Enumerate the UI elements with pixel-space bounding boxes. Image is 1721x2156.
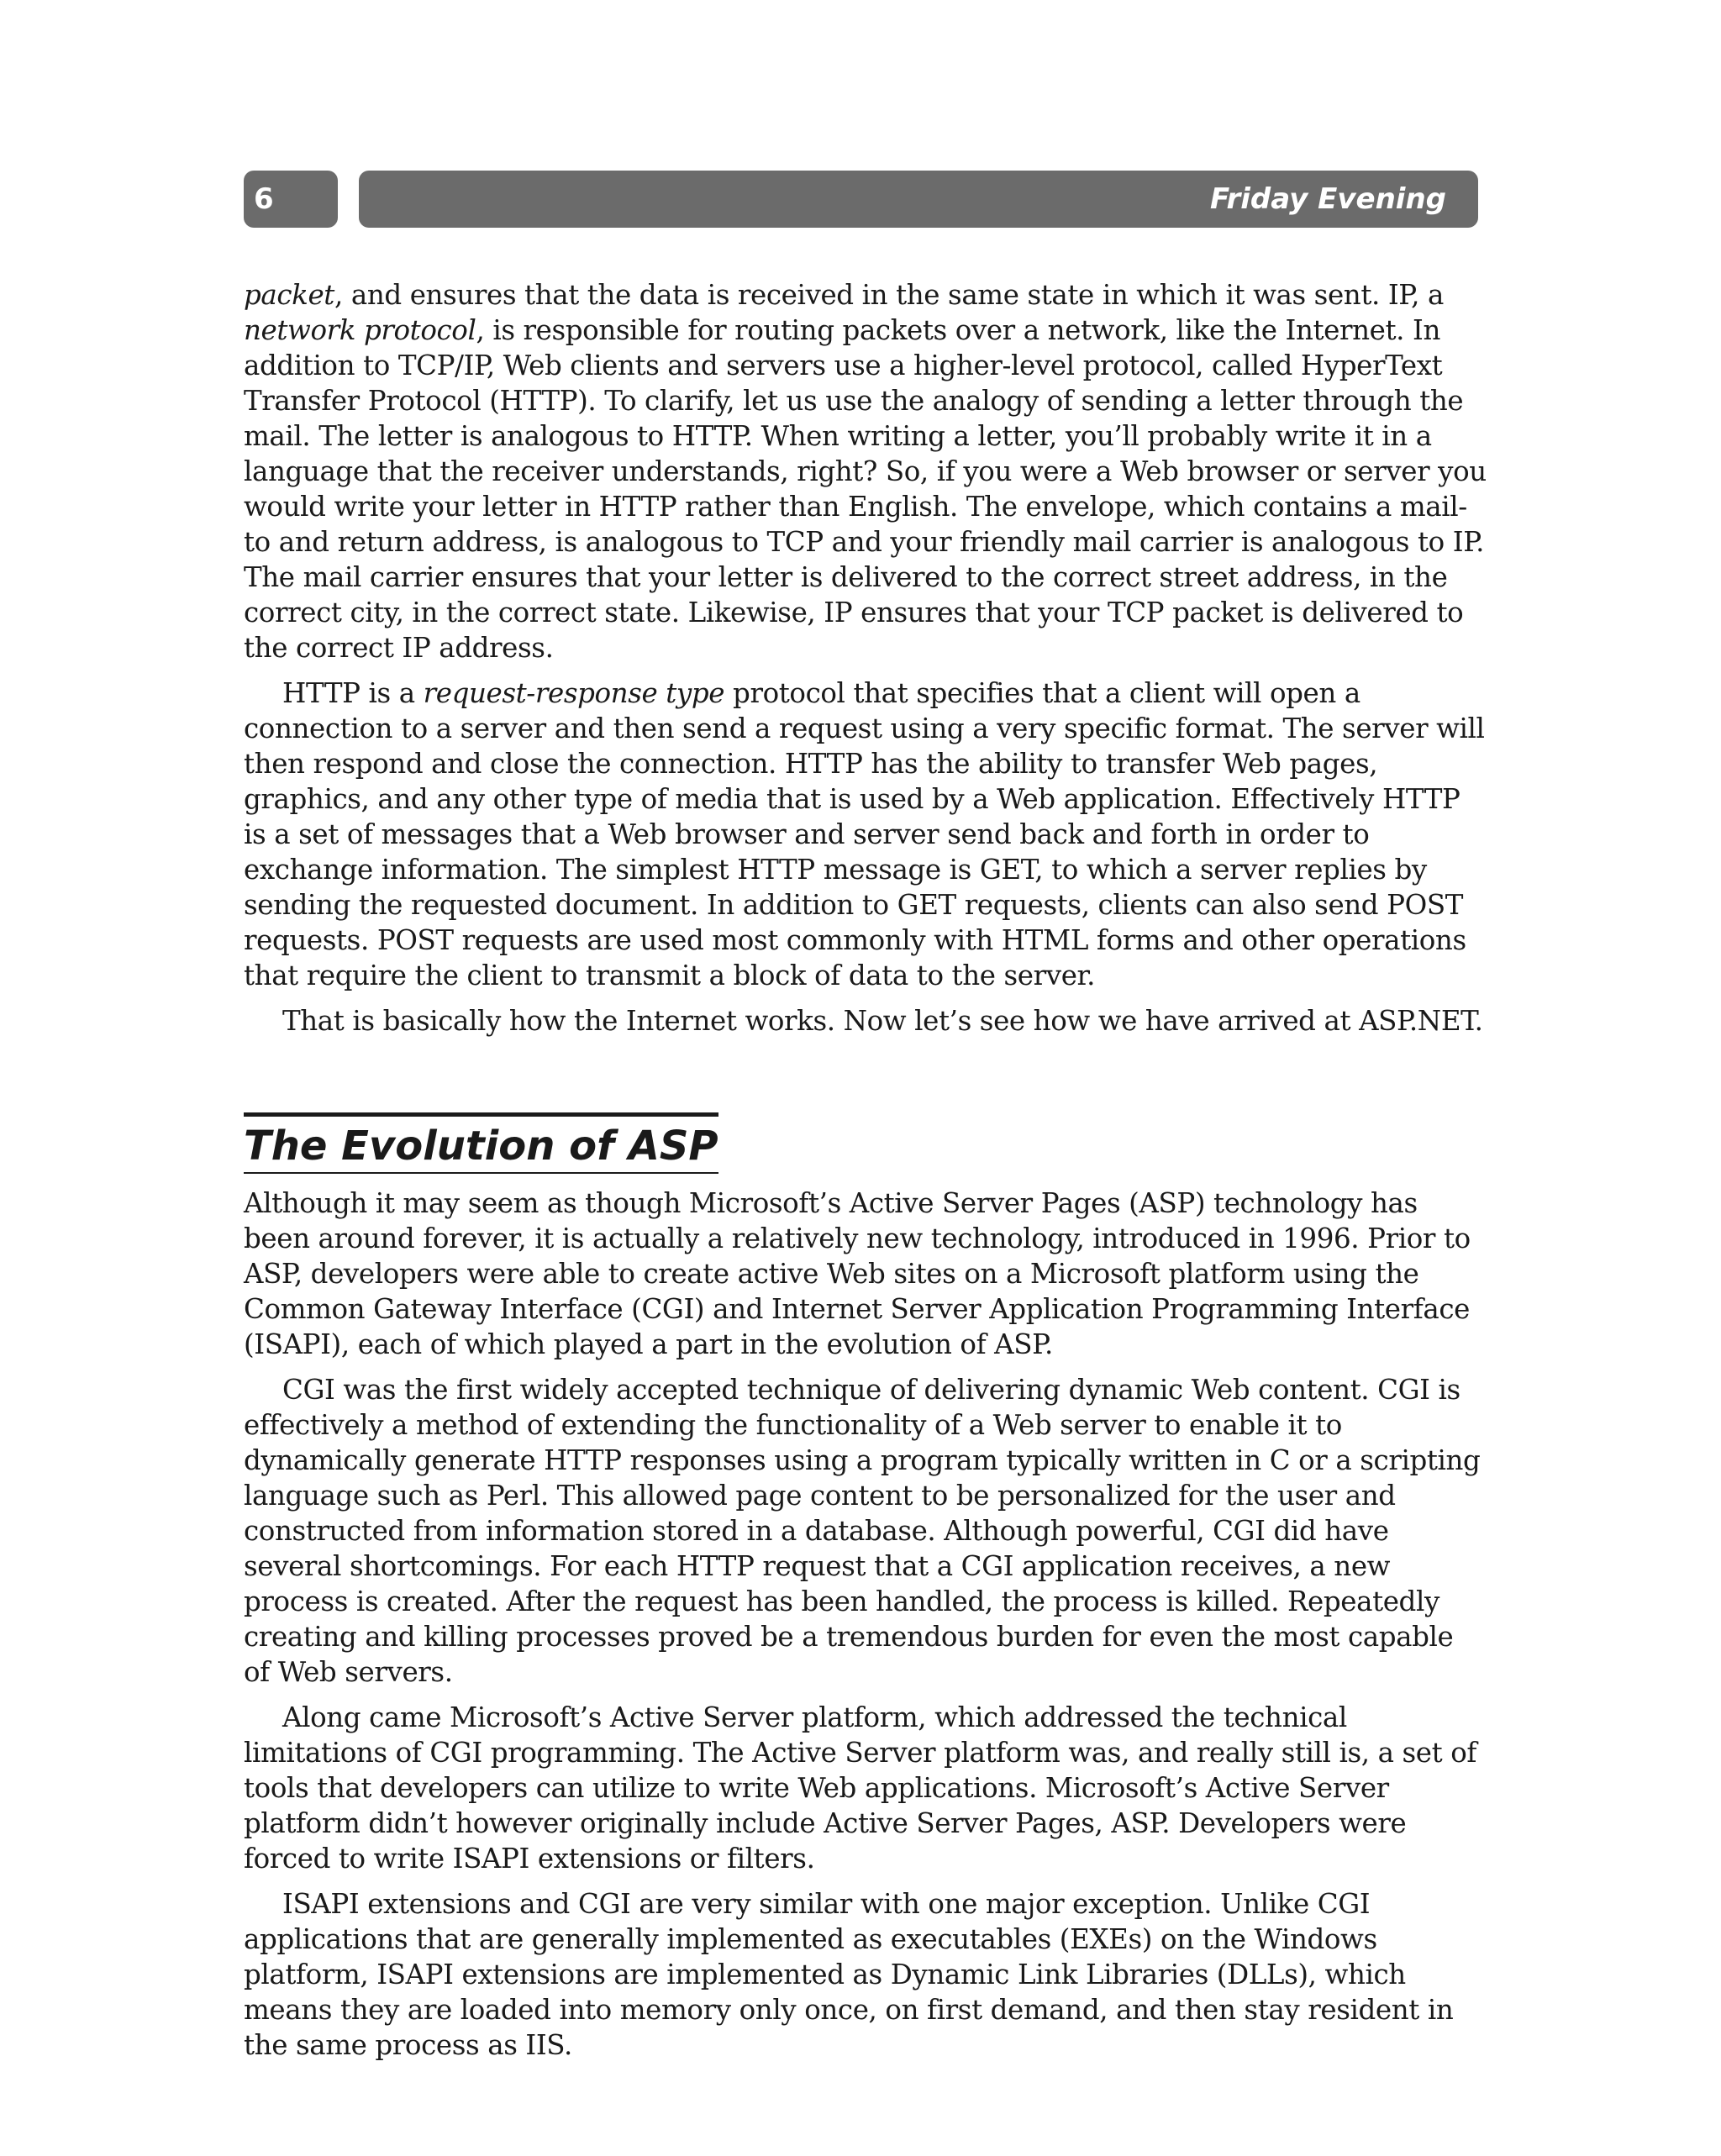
page-body xyxy=(244,277,1487,2073)
paragraph: That is basically how the Internet works. Now let’s see how we have arrived at ASP.NET. xyxy=(282,1005,1483,1037)
paragraph: HTTP is a request-response type protocol that specifies that a client will open a connection to a server and then send a request using a very specific format. The server will then respond and close the connection. HTTP has the ability to transfer Web pages, graphics, and any other type of media that is used by a Web application. Effectively HTTP is a set of messages that a Web browser and server send back and forth in order to exchange information. The simplest HTTP message is GET, to which a server replies by sending the requested document. In addition to GET requests, clients can also send POST requests. POST requests are used most commonly with HTML forms and other operations that require the client to transmit a block of data to the server. xyxy=(244,677,1485,991)
italic-term: network protocol xyxy=(244,314,476,346)
paragraph: packet, and ensures that the data is received in the same state in which it was sent. IP, a network protocol, is responsible for routing packets over a network, like the Internet. In addition to TCP/IP, Web clients and servers use a higher-level protocol, called HyperText Transfer Protocol (HTTP). To clarify, let us use the analogy of sending a letter through the mail. The letter is analogous to HTTP. When writing a letter, you’ll probably write it in a language that the receiver understands, right? So, if you were a Web browser or server you would write your letter in HTTP rather than English. The envelope, which contains a mail-to and return address, is analogous to TCP and your friendly mail carrier is analogous to IP. The mail carrier ensures that your letter is delivered to the correct street address, in the correct city, in the correct state. Likewise, IP ensures that your TCP packet is delivered to the correct IP address. xyxy=(244,279,1487,664)
page-number: 6 xyxy=(244,171,338,228)
italic-term: request-response type xyxy=(423,677,725,709)
italic-term: packet xyxy=(244,279,334,311)
paragraph: Although it may seem as though Microsoft’s Active Server Pages (ASP) technology has been around forever, it is actually a relatively new technology, introduced in 1996. Prior to ASP, developers were able to create active Web sites on a Microsoft platform using the Common Gateway Interface (CGI) and Internet Server Application Programming Interface (ISAPI), each of which played a part in the evolution of ASP. xyxy=(244,1187,1471,1360)
section-heading: The Evolution of ASP xyxy=(244,1123,718,1170)
paragraph: CGI was the first widely accepted technique of delivering dynamic Web content. CGI is effectively a method of extending the functionality of a Web server to enable it to dynamically generate HTTP responses using a program typically written in C or a scripting language such as Perl. This allowed page content to be personalized for the user and constructed from information stored in a database. Although powerful, CGI did have several shortcomings. For each HTTP request that a CGI application receives, a new process is created. After the request has been handled, the process is killed. Repeatedly creating and killing processes proved be a tremendous burden for even the most capable of Web servers. xyxy=(244,1374,1481,1688)
running-header xyxy=(359,171,1478,228)
section-heading-block xyxy=(244,1112,718,1174)
paragraph: ISAPI extensions and CGI are very similar with one major exception. Unlike CGI applications that are generally implemented as executables (EXEs) on the Windows platform, ISAPI extensions are implemented as Dynamic Link Libraries (DLLs), which means they are loaded into memory only once, on first demand, and then stay resident in the same process as IIS. xyxy=(244,1888,1454,2061)
paragraph: Along came Microsoft’s Active Server platform, which addressed the technical limitations of CGI programming. The Active Server platform was, and really still is, a set of tools that developers can utilize to write Web applications. Microsoft’s Active Server platform didn’t however originally include Active Server Pages, ASP. Developers were forced to write ISAPI extensions or filters. xyxy=(244,1701,1477,1875)
running-title: Friday Evening xyxy=(1210,182,1446,216)
